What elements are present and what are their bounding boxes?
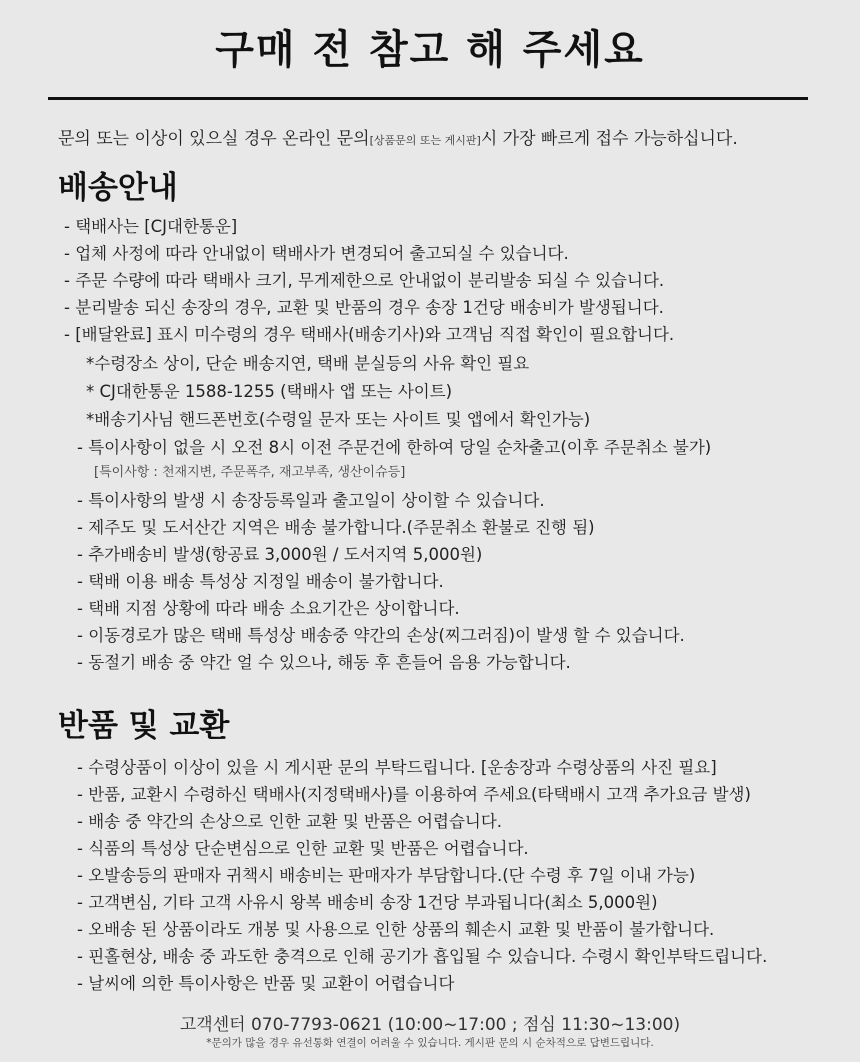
shipping-section-title: 배송안내 xyxy=(58,170,178,206)
shipping-item: - 특이사항의 발생 시 송장등록일과 출고일이 상이할 수 있습니다. xyxy=(77,491,545,510)
intro-text-small: [상품문의 또는 게시판] xyxy=(369,134,481,147)
page-title: 구매 전 참고 해 주세요 xyxy=(215,27,645,73)
returns-item: - 고객변심, 기타 고객 사유시 왕복 배송비 송장 1건당 부과됩니다(최소 5,000원) xyxy=(77,893,658,912)
returns-item: - 수령상품이 이상이 있을 시 게시판 문의 부탁드립니다. [운송장과 수령상품의 사진 필요] xyxy=(77,758,717,777)
shipping-item: - 분리발송 되신 송장의 경우, 교환 및 반품의 경우 송장 1건당 배송비가 발생됩니다. xyxy=(64,298,664,317)
returns-item: - 핀홀현상, 배송 중 과도한 충격으로 인해 공기가 흡입될 수 있습니다. 수령시 확인부탁드립니다. xyxy=(77,947,768,966)
shipping-item: - 추가배송비 발생(항공료 3,000원 / 도서지역 5,000원) xyxy=(77,545,483,564)
intro-text-before: 문의 또는 이상이 있으실 경우 온라인 문의 xyxy=(58,129,370,149)
customer-center-note: *문의가 많을 경우 유선통화 연결이 어려울 수 있습니다. 게시판 문의 시 순차적으로 답변드립니다. xyxy=(206,1037,654,1049)
customer-center-contact: 고객센터 070-7793-0621 (10:00~17:00 ; 점심 11:30~13:00) xyxy=(179,1015,681,1035)
shipping-subitem: *배송기사님 핸드폰번호(수령일 문자 또는 사이트 및 앱에서 확인가능) xyxy=(86,410,591,429)
intro-text-after: 시 가장 빠르게 접수 가능하십니다. xyxy=(480,129,738,149)
shipping-note: [특이사항 : 천재지변, 주문폭주, 재고부족, 생산이슈등] xyxy=(94,465,406,480)
shipping-item: - 제주도 및 도서산간 지역은 배송 불가합니다.(주문취소 환불로 진행 됨) xyxy=(77,518,595,537)
shipping-item: - 업체 사정에 따라 안내없이 택배사가 변경되어 출고되실 수 있습니다. xyxy=(64,244,569,263)
shipping-subitem: *수령장소 상이, 단순 배송지연, 택배 분실등의 사유 확인 필요 xyxy=(86,354,530,373)
intro-text xyxy=(58,124,848,149)
shipping-item: - [배달완료] 표시 미수령의 경우 택배사(배송기사)와 고객님 직접 확인이 필요합니다. xyxy=(64,325,675,344)
shipping-item: - 택배사는 [CJ대한통운] xyxy=(64,217,238,236)
title-divider xyxy=(48,97,808,100)
shipping-item: - 택배 이용 배송 특성상 지정일 배송이 불가합니다. xyxy=(77,572,444,591)
shipping-subitem: * CJ대한통운 1588-1255 (택배사 앱 또는 사이트) xyxy=(86,382,453,401)
returns-item: - 배송 중 약간의 손상으로 인한 교환 및 반품은 어렵습니다. xyxy=(77,812,502,831)
shipping-item: - 특이사항이 없을 시 오전 8시 이전 주문건에 한하여 당일 순차출고(이후 주문취소 불가) xyxy=(77,438,712,457)
returns-item: - 식품의 특성상 단순변심으로 인한 교환 및 반품은 어렵습니다. xyxy=(77,839,529,858)
returns-item: - 오발송등의 판매자 귀책시 배송비는 판매자가 부담합니다.(단 수령 후 7일 이내 가능) xyxy=(77,866,696,885)
returns-item: - 오배송 된 상품이라도 개봉 및 사용으로 인한 상품의 훼손시 교환 및 반품이 불가합니다. xyxy=(77,920,715,939)
shipping-item: - 이동경로가 많은 택배 특성상 배송중 약간의 손상(찌그러짐)이 발생 할 수 있습니다. xyxy=(77,626,685,645)
shipping-item: - 택배 지점 상황에 따라 배송 소요기간은 상이합니다. xyxy=(77,599,460,618)
returns-section-title: 반품 및 교환 xyxy=(58,708,230,744)
returns-item: - 반품, 교환시 수령하신 택배사(지정택배사)를 이용하여 주세요(타택배시 고객 추가요금 발생) xyxy=(77,785,751,804)
returns-item: - 날씨에 의한 특이사항은 반품 및 교환이 어렵습니다 xyxy=(77,974,455,993)
shipping-item: - 동절기 배송 중 약간 얼 수 있으나, 해동 후 흔들어 음용 가능합니다. xyxy=(77,653,571,672)
shipping-item: - 주문 수량에 따라 택배사 크기, 무게제한으로 안내없이 분리발송 되실 수 있습니다. xyxy=(64,271,665,290)
